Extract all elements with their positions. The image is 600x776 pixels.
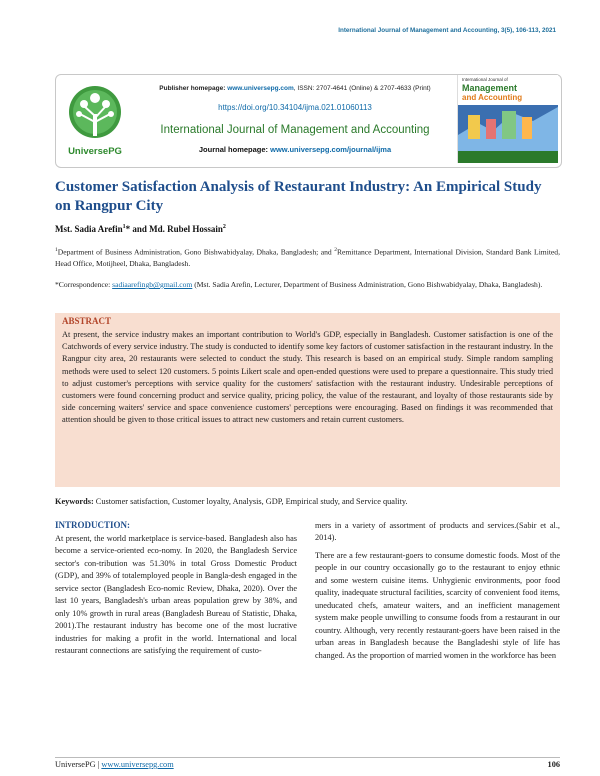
- abstract-heading: ABSTRACT: [62, 316, 112, 326]
- corr-label: *Correspondence:: [55, 280, 113, 289]
- affiliation-2: Remittance Department, International Division, Standard Bank Limited, Head Office, Motijheel, Dhaka, Bangladesh.: [55, 247, 560, 269]
- cover-text-3: and Accounting: [462, 93, 523, 102]
- footer-rule: [55, 757, 560, 758]
- publisher-label: Publisher homepage:: [159, 85, 226, 92]
- affiliations: [55, 245, 560, 270]
- introduction-column-1: At present, the world marketplace is service-based. Bangladesh also has become a service-oriented eco-nomy. In 2020, the Bangladesh Service sector's con-tribution was 51.30% in total Gross Domestic Product (GDP), and 39% of totalemployed people in Bangla-desh engaged in the service sector (Bangladesh Eco-nomic Review, Dhaka, 2020). Over the last 10 years, Bangladesh's urban areas population grew by 38%, and only 10% growth in rural areas (Bangladesh Bureau of Statistic, Dhaka, 2001).The restaurant industry has become one of the most lucrative industries for making a profit in the world. International and local restaurant connections are satisfying the requirement of custo-: [55, 534, 297, 656]
- introduction-heading: INTRODUCTION:: [55, 520, 131, 530]
- publisher-url-link[interactable]: www.universepg.com: [227, 85, 294, 92]
- publisher-line: [136, 85, 454, 92]
- affil-sup-2: 2: [334, 247, 337, 253]
- author-1-star: *: [125, 224, 131, 234]
- logo-text: UniversePG: [68, 146, 122, 157]
- issn-text: , ISSN: 2707-4641 (Online) & 2707-4633 (Print): [293, 85, 431, 92]
- affil-sup-1: 1: [55, 247, 58, 253]
- introduction-column-2-continuation: mers in a variety of assortment of products and services.(Sabir et al., 2014).: [315, 521, 560, 543]
- page-number: 106: [547, 760, 560, 769]
- journal-homepage-line: [136, 145, 454, 154]
- cover-text-2: Management: [462, 83, 518, 93]
- author-1-sup: 1: [122, 224, 126, 230]
- journal-cover-thumbnail: [457, 75, 558, 163]
- running-header: International Journal of Management and Accounting, 3(5), 106-113, 2021: [338, 27, 556, 34]
- journal-title: International Journal of Management and Accounting: [160, 124, 430, 136]
- author-line: [55, 224, 226, 234]
- author-and: and: [130, 224, 150, 234]
- keywords: [55, 497, 560, 506]
- introduction-column-2: There are a few restaurant-goers to consume domestic foods. Most of the people in our country occasionally go to the restaurant to enjoy ethnic and some western cuisine items. Unhygienic environments, poor food quality, inadequate structural facilities, scarcity of convenient food items, uneducated chefs, amateur waiters, and an inefficient management system make people unwilling to consume foods from a restaurant in our country. Although, very recently restaurant-goers have been raised in the urban areas in Bangladesh because the Bangladeshi style of life has changed. As the proportion of married women in the workforce has been: [315, 551, 560, 660]
- article-title: Customer Satisfaction Analysis of Restaurant Industry: An Empirical Study on Rangpur City: [55, 179, 542, 214]
- author-2: Md. Rubel Hossain: [149, 224, 223, 234]
- corr-rest: (Mst. Sadia Arefin, Lecturer, Department of Business Administration, Gono Bishwabidyalay, Dhaka, Bangladesh).: [192, 280, 543, 289]
- journal-homepage-link[interactable]: www.universepg.com/journal/ijma: [270, 145, 392, 154]
- author-2-sup: 2: [222, 224, 226, 230]
- journal-home-label: Journal homepage:: [198, 145, 269, 154]
- abstract-body: At present, the service industry makes an important contribution to World's GDP, especially in Bangladesh. Customer satisfaction is one of the Catchwords of every service industry. The study is conducted to identify some key factors of customer satisfaction in the restaurant industry. In the Rangpur city area, 20 restaurants were selected to conduct the study. This research is based on an empirical study. Simple random sampling methods were used to select 120 customers. 5 points Likert scale and open-ended questions were used to prepare a questionnaire. This study tried to adjust customer's perceptions with service quality for the customers' satisfaction with the restaurant industry. Undesirable perceptions of customers were found concerning product and service quality, pricing policy, the value of the restaurant, and loyalty of those restaurants side by side concerning waiters' service and space convenience customers' perceptions were encouraging. Based on findings it was recommended that attention should be given to those critical issues to attract new customers and retain current customers.: [62, 330, 553, 425]
- corr-email-link[interactable]: sadiaarefingb@gmail.com: [112, 280, 193, 289]
- keywords-label: Keywords:: [55, 497, 94, 506]
- cover-text-1: International Journal of: [462, 77, 508, 82]
- footer-url-link[interactable]: www.universepg.com: [101, 760, 174, 769]
- author-1: Mst. Sadia Arefin: [55, 224, 123, 234]
- correspondence: [55, 279, 560, 291]
- affiliation-1: Department of Business Administration, Gono Bishwabidyalay, Dhaka, Bangladesh; and: [57, 247, 335, 257]
- footer-brand-text: UniversePG |: [55, 760, 102, 769]
- keywords-text: Customer satisfaction, Customer loyalty, Analysis, GDP, Empirical study, and Service quality.: [93, 497, 408, 506]
- doi-link[interactable]: https://doi.org/10.34104/ijma.021.01060113: [218, 103, 372, 112]
- footer-brand: [55, 760, 174, 769]
